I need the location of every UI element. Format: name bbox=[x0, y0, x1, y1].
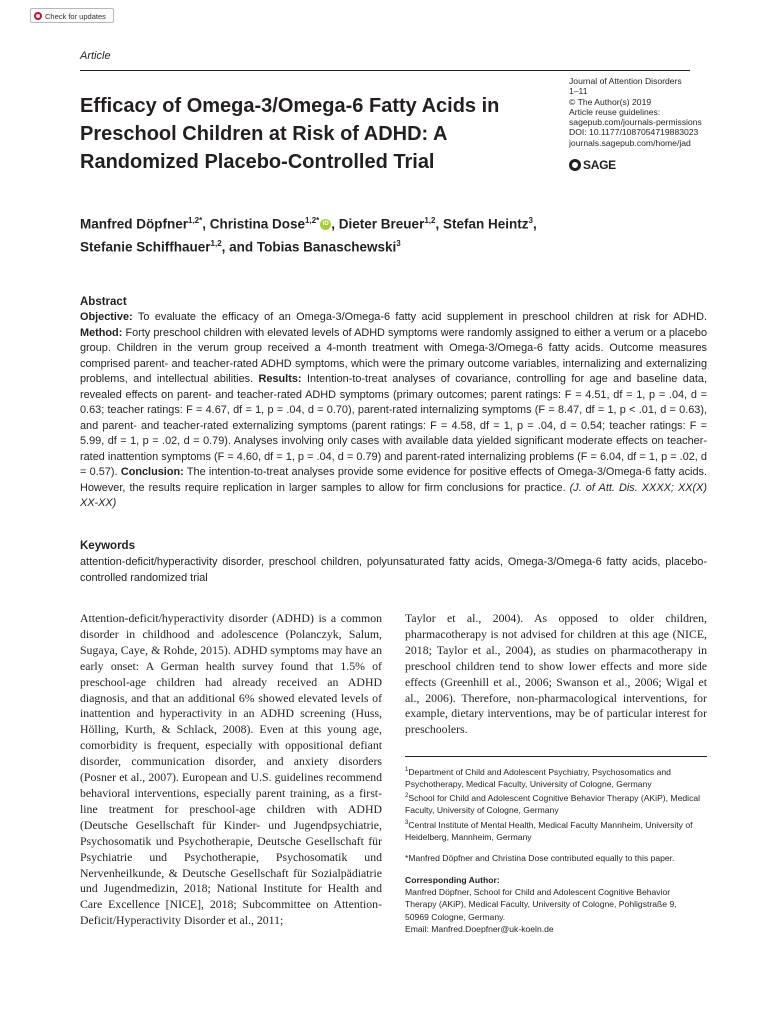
reuse-guidelines-label: Article reuse guidelines: bbox=[569, 106, 661, 117]
author-affiliation: 1,2 bbox=[424, 216, 436, 225]
author-affiliation: 1,2 bbox=[210, 238, 222, 248]
body-column-right: Taylor et al., 2004). As opposed to older children, pharmacotherapy is not advised for children at this age (NICE, 2018; Taylor et al., 2004), as studies on pharmacotherapy in preschool children tend to show lower effects and more side effects (Greenhill et al., 2006; Swanson et al., 2006; Wigal et al., 2006). Therefore, non-pharmacological interventions, for example, dietary interventions, may be of particular interest for preschoolers. bbox=[405, 611, 707, 737]
corresponding-email-link[interactable]: Email: Manfred.Doepfner@uk-koeln.de bbox=[405, 923, 554, 934]
corresponding-author bbox=[405, 874, 707, 935]
author-name: Stefan Heintz bbox=[442, 216, 529, 232]
paper-title: Efficacy of Omega-3/Omega-6 Fatty Acids in Preschool Children at Risk of ADHD: A Randomized Placebo-Controlled Trial bbox=[80, 95, 500, 173]
sage-logo bbox=[569, 158, 616, 172]
crossmark-icon bbox=[34, 12, 42, 20]
corresponding-line: 50969 Cologne, Germany. bbox=[405, 911, 506, 922]
author-affiliation: 3 bbox=[396, 238, 401, 248]
objective-label: Objective: bbox=[80, 311, 133, 323]
affiliation-item: $^2$School for Child and Adolescent Cognitive Behavior Therapy (AKiP), Medical Faculty, University of Cologne, Germany bbox=[405, 793, 701, 816]
author-name: Stefanie Schiffhauer bbox=[80, 239, 211, 254]
author-affiliation: 3 bbox=[528, 216, 533, 225]
publisher-name: SAGE bbox=[583, 158, 616, 172]
author-name: Tobias Banaschewski bbox=[256, 239, 397, 254]
header-rule bbox=[80, 70, 690, 71]
check-for-updates-label: Check for updates bbox=[45, 12, 106, 21]
doi-link[interactable]: DOI: 10.1177/1087054719883023 bbox=[569, 127, 699, 138]
equal-contribution-note: *Manfred Döpfner and Christina Dose contributed equally to this paper. bbox=[405, 853, 675, 863]
objective-text: To evaluate the efficacy of an Omega-3/Omega-6 fatty acid supplement in preschool children at risk for ADHD. bbox=[137, 311, 707, 323]
copyright: © The Author(s) 2019 bbox=[569, 96, 652, 107]
conclusion-text: The intention-to-treat analyses provide some evidence for positive effects of Omega-3/Omega-6 fatty acids. However, the results require replication in larger samples to allow for firm conclusions for practice. bbox=[80, 466, 707, 494]
keywords-text: attention-deficit/hyperactivity disorder, preschool children, polyunsaturated fatty acids, Omega-3/Omega-6 fatty acids, placebo-controlled randomized trial bbox=[80, 556, 707, 584]
check-for-updates-button[interactable] bbox=[30, 8, 114, 23]
method-label: Method: bbox=[80, 326, 123, 339]
conclusion-label: Conclusion: bbox=[120, 466, 184, 478]
results-label: Results: bbox=[258, 373, 302, 385]
journal-info bbox=[569, 76, 719, 148]
body-column-left: Attention-deficit/hyperactivity disorder (ADHD) is a common disorder in childhood and adolescence (Polanczyk, Salum, Sugaya, Caye, & Rohde, 2015). ADHD symptoms may have an early onset: A German health survey found that 1.5% of preschool-age children had already received an ADHD diagnosis, and that an additional 6% showed elevated levels of inattention and hyperactivity in an ADHD screening (Huss, Hölling, Kurth, & Schlack, 2008). Even at this young age, comorbidity is frequent, especially with oppositional defiant disorder, communication disorder, and anxiety disorders (Posner et al., 2007). European and U.S. guidelines recommend behavioral interventions, especially parent training, as a first-line treatment for preschool-age children with ADHD (Deutsche Gesellschaft für Kinder- und Jugendpsychiatrie, Psychosomatik und Psychotherapie, Deutsche Gesellschaft für Psychiatrie und Psychotherapie, Psychosomatik und Nervenheilkunde, & Deutsche Gesellschaft für Sozialpädiatrie und Jugendmedizin, 2018; National Institute for Health and Care Excellence [NICE], 2018; Subcommittee on Attention-Deficit/Hyperactivity Disorder et al., 2011; bbox=[80, 611, 382, 928]
author-name: Dieter Breuer bbox=[338, 216, 425, 232]
method-text: Forty preschool children with elevated levels of ADHD symptoms were randomly assigned to either a verum or a placebo group. Children in the verum group received a 4-month treatment with Omega-3/Omega-6 fatty acids. Outcome measures comprised parent- and teacher-rated ADHD symptoms, which were the primary outcome variables, internalizing and externalizing problems, and intellectual abilities. bbox=[80, 326, 707, 385]
journal-name: Journal of Attention Disorders bbox=[569, 76, 682, 86]
keywords-heading: Keywords bbox=[80, 540, 135, 552]
abstract-body bbox=[80, 310, 707, 512]
affiliation-item: $^1$Department of Child and Adolescent Psychiatry, Psychosomatics and Psychotherapy, Medical Faculty, University of Cologne, Germany bbox=[405, 766, 671, 790]
article-type-label: Article bbox=[80, 50, 111, 62]
author-affiliation: 1,2* bbox=[188, 216, 203, 225]
corresponding-line: Therapy (AKiP), Medical Faculty, University of Cologne, Pohligstraße 9, bbox=[405, 899, 677, 910]
affiliations bbox=[405, 764, 707, 843]
journal-home-link[interactable]: journals.sagepub.com/home/jad bbox=[569, 137, 691, 148]
footnote-rule bbox=[405, 756, 707, 757]
sage-logo-icon bbox=[569, 159, 581, 171]
results-text: Intention-to-treat analyses of covariance, controlling for age and baseline data, revealed effects on parent- and teacher-rated ADHD symptoms (primary outcomes; parent ratings: F = 4.51, df = 1, p = .04, d = 0.63; teacher ratings: F = 4.67, df = 1, p = .04, d = 0.70), parent-rated internalizing symptoms (F = 8.47, df = 1, p < .01, d = 0.63), and parent- and teacher-rated externalizing symptoms (parent ratings: F = 4.58, df = 1, p = .04, d = 0.54; teacher ratings: F = 5.99, df = 1, p = .02, d = 0.79). Analyses involving only cases with available data yielded significant moderate effects on teacher-rated inattention symptoms (F = 4.60, df = 1, p = .04, d = 0.79) and parent-rated internalizing problems (F = 6.04, df = 1, p = .02, d = 0.57). bbox=[80, 373, 707, 478]
abstract-heading: Abstract bbox=[80, 296, 127, 308]
affiliation-item: $^3$Central Institute of Mental Health, Medical Faculty Mannheim, University of Heidelberg, Mannheim, Germany bbox=[405, 819, 693, 842]
page-range: 1–11 bbox=[569, 86, 588, 97]
author-affiliation: 1,2* bbox=[305, 216, 320, 225]
corresponding-line: Manfred Döpfner, School for Child and Adolescent Cognitive Behavior bbox=[405, 887, 671, 898]
author-name: Christina Dose bbox=[209, 216, 306, 232]
abstract-citation: (J. of Att. Dis. XXXX; XX(X) XX-XX) bbox=[80, 481, 707, 509]
author-list: Manfred Döpfner$^{1,2*}$, Christina Dose$^{1,2*}$ iD , Dieter Breuer$^{1,2}$, Stefan Heintz$^3$, Stefanie Schiffhauer$^{1,2}$, and Tobias Banaschewski$^3$ bbox=[80, 216, 537, 254]
permissions-link[interactable]: sagepub.com/journals-permissions bbox=[569, 117, 702, 128]
author-name: Manfred Döpfner bbox=[80, 216, 188, 232]
orcid-icon[interactable]: iD bbox=[320, 219, 331, 230]
corresponding-author-heading: Corresponding Author: bbox=[405, 875, 500, 885]
